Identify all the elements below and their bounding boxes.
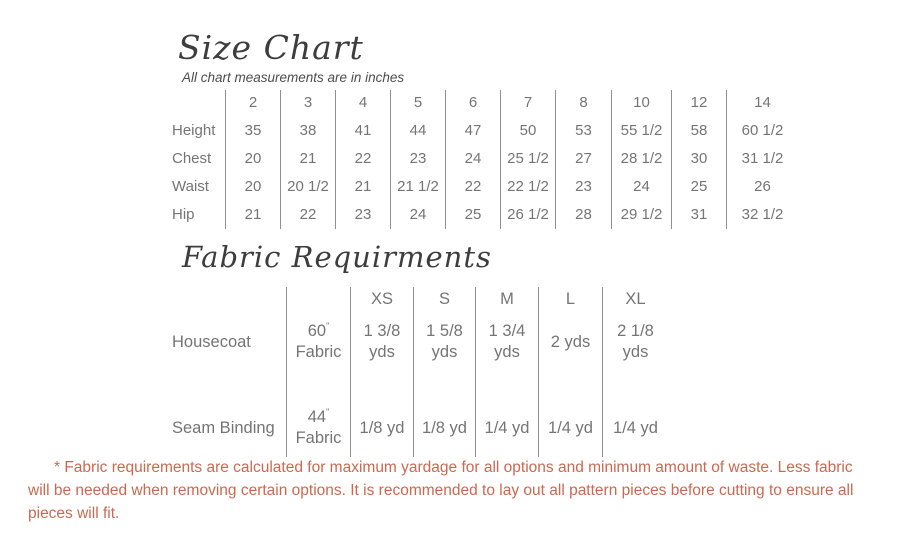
measurement-value-cell: 38 [280,117,335,145]
measurement-value-cell: 41 [335,117,390,145]
size-column-header: 10 [611,90,671,117]
measurement-value-cell: 22 [280,201,335,229]
fabric-item-label: Housecoat [172,332,251,351]
fabric-requirements-title: Fabric Requirments [182,240,492,274]
yardage-value-cell: 2 yds [538,311,602,373]
measurement-value-cell: 60 1/2 [726,117,798,145]
fabric-item-label: Seam Binding [172,418,275,437]
size-column-header: 2 [225,90,280,117]
measurement-value-cell: 26 [726,173,798,201]
measurement-value-cell: 29 1/2 [611,201,671,229]
fabric-size-header: XS [350,287,413,311]
measurement-value-cell: 25 [671,173,726,201]
measurement-value-cell: 25 [445,201,500,229]
measurement-value-cell: 22 [335,145,390,173]
measurement-value-cell: 47 [445,117,500,145]
measurement-value-cell: 24 [390,201,445,229]
measurement-row-label: Chest [172,149,212,167]
spacer-cell [538,373,602,399]
yardage-value-cell: 1/4 yd [475,399,538,457]
measurement-value-cell: 23 [335,201,390,229]
footnote-text: * Fabric requirements are calculated for maximum yardage for all options and minimum amount of waste. Less fabric will be needed when removing certain options. It is recommended to lay out all pattern pieces before cutting to ensure all pieces will fit. [28,459,854,522]
fabric-size-header: XL [602,287,668,311]
size-chart-title: Size Chart [178,28,364,67]
measurement-row-label: Height [172,121,216,139]
measurement-value-cell: 50 [500,117,555,145]
measurement-value-cell: 24 [445,145,500,173]
measurement-value-cell: 25 1/2 [500,145,555,173]
measurement-row-label: Hip [172,205,195,223]
measurement-row-label: Waist [172,177,209,195]
size-column-header: 6 [445,90,500,117]
spacer-cell [160,373,286,399]
measurement-value-cell: 20 [225,173,280,201]
measurement-value-cell: 22 [445,173,500,201]
yardage-value-cell: 1/8 yd [350,399,413,457]
size-column-header: 12 [671,90,726,117]
measurement-value-cell: 20 [225,145,280,173]
spacer-cell [602,373,668,399]
measurement-value-cell: 31 1/2 [726,145,798,173]
size-chart-subtitle: All chart measurements are in inches [182,70,405,85]
measurement-value-cell: 28 [555,201,611,229]
measurement-value-cell: 23 [555,173,611,201]
size-corner-cell [160,90,225,117]
spacer-cell [286,373,350,399]
measurement-value-cell: 21 1/2 [390,173,445,201]
fabric-size-header: L [538,287,602,311]
spacer-cell [413,373,475,399]
measurement-value-cell: 44 [390,117,445,145]
size-column-header: 7 [500,90,555,117]
measurement-value-cell: 30 [671,145,726,173]
fabric-width-cell: 60" Fabric [286,311,350,373]
spacer-cell [475,373,538,399]
yardage-value-cell: 1/4 yd [602,399,668,457]
fabric-corner-cell [160,287,286,311]
measurement-value-cell: 31 [671,201,726,229]
yardage-value-cell: 1 5/8 yds [413,311,475,373]
measurement-value-cell: 32 1/2 [726,201,798,229]
measurement-value-cell: 35 [225,117,280,145]
yardage-value-cell: 2 1/8 yds [602,311,668,373]
fabric-size-header: M [475,287,538,311]
measurement-value-cell: 53 [555,117,611,145]
fabric-size-header: S [413,287,475,311]
spacer-cell [350,373,413,399]
size-column-header: 3 [280,90,335,117]
fabric-width-header-cell [286,287,350,311]
yardage-value-cell: 1 3/8 yds [350,311,413,373]
measurement-value-cell: 20 1/2 [280,173,335,201]
yardage-value-cell: 1/4 yd [538,399,602,457]
fabric-requirements-table [160,287,668,457]
fabric-width-cell: 44" Fabric [286,399,350,457]
measurement-value-cell: 55 1/2 [611,117,671,145]
measurement-value-cell: 27 [555,145,611,173]
measurement-value-cell: 26 1/2 [500,201,555,229]
yardage-value-cell: 1/8 yd [413,399,475,457]
size-column-header: 8 [555,90,611,117]
size-column-header: 14 [726,90,798,117]
size-column-header: 5 [390,90,445,117]
measurement-value-cell: 24 [611,173,671,201]
measurement-value-cell: 28 1/2 [611,145,671,173]
measurement-value-cell: 21 [335,173,390,201]
measurement-value-cell: 58 [671,117,726,145]
measurement-value-cell: 21 [225,201,280,229]
measurement-value-cell: 22 1/2 [500,173,555,201]
measurement-value-cell: 21 [280,145,335,173]
size-column-header: 4 [335,90,390,117]
yardage-value-cell: 1 3/4 yds [475,311,538,373]
size-chart-table [160,90,798,229]
measurement-value-cell: 23 [390,145,445,173]
